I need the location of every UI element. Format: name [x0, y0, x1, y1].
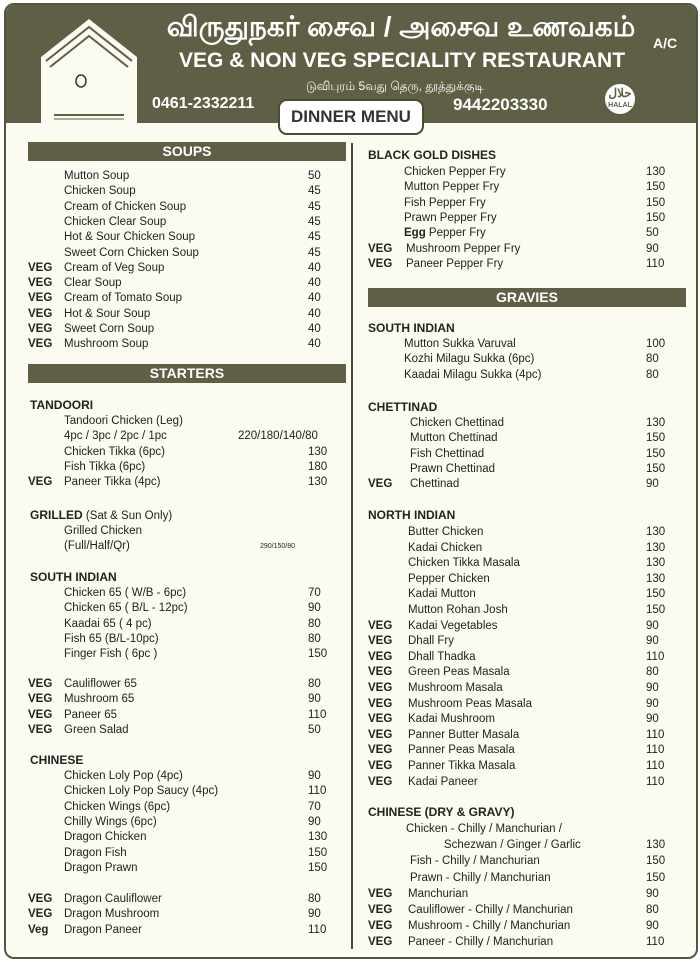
item-name: Fish - Chilly / Manchurian — [410, 855, 540, 868]
item-name: Chicken Loly Pop (4pc) — [64, 770, 183, 782]
menu-page — [4, 3, 698, 959]
veg-tag: VEG — [28, 261, 53, 274]
item-name: Mushroom Masala — [408, 682, 503, 694]
menu-item — [368, 838, 686, 853]
item-name: Dragon Fish — [64, 846, 127, 859]
menu-item — [28, 246, 338, 261]
item-price: 150 — [646, 588, 666, 601]
item-price: 80 — [646, 904, 659, 916]
menu-item — [368, 619, 686, 634]
menu-item — [28, 184, 338, 199]
ac-label: A/C — [653, 35, 678, 51]
veg-tag: VEG — [368, 650, 393, 663]
item-name: Cauliflower - Chilly / Manchurian — [408, 904, 573, 916]
halal-text: HALAL — [608, 102, 632, 109]
menu-item — [368, 650, 686, 665]
item-price: 80 — [308, 632, 321, 645]
starters-heading: STARTERS — [28, 364, 346, 383]
item-price: 45 — [308, 246, 321, 259]
veg-tag: VEG — [368, 760, 393, 772]
item-name: Sweet Corn Soup — [64, 323, 155, 335]
item-name: Dhall Fry — [408, 635, 455, 648]
menu-item — [368, 603, 686, 618]
veg-tag: Veg — [28, 923, 49, 936]
menu-item — [28, 475, 338, 490]
veg-tag: VEG — [28, 893, 53, 905]
veg-tag: VEG — [28, 323, 53, 335]
veg-tag: VEG — [368, 635, 393, 648]
item-name: 4pc / 3pc / 2pc / 1pc — [64, 430, 167, 443]
item-price: 80 — [646, 666, 659, 679]
item-price: 40 — [308, 277, 321, 290]
menu-item — [368, 165, 686, 180]
item-name: Hot & Sour Chicken Soup — [64, 231, 196, 244]
soups-heading: SOUPS — [28, 142, 346, 161]
veg-tag: VEG — [368, 887, 393, 900]
menu-item — [28, 677, 338, 692]
menu-item — [368, 587, 686, 602]
menu-item — [28, 784, 338, 799]
veg-tag: VEG — [28, 693, 53, 706]
black-gold-title — [368, 148, 496, 163]
item-price: 130 — [308, 476, 328, 489]
menu-item — [368, 759, 686, 774]
section-title-text: SOUTH INDIAN — [30, 570, 117, 584]
item-name: Sweet Corn Chicken Soup — [64, 246, 199, 259]
menu-item — [368, 903, 686, 918]
menu-item — [368, 556, 686, 571]
item-price: 150 — [308, 648, 328, 661]
item-price: 90 — [646, 697, 659, 710]
item-name: Schezwan / Ginger / Garlic — [444, 839, 581, 852]
item-name: (Full/Half/Qr) — [64, 540, 130, 553]
item-name: Pepper Chicken — [408, 572, 490, 585]
item-name: Panner Butter Masala — [408, 728, 520, 741]
item-price: 90 — [308, 602, 321, 615]
chinese-dry-gravy-title — [368, 805, 514, 820]
item-name: Cream of Chicken Soup — [64, 200, 187, 213]
menu-item — [368, 935, 686, 950]
item-name: Chicken Wings (6pc) — [64, 800, 171, 813]
menu-item — [28, 769, 338, 784]
item-name: Clear Soup — [64, 277, 122, 290]
menu-item — [28, 692, 338, 707]
grilled-title — [30, 508, 172, 524]
item-name: Kadai Chicken — [408, 541, 483, 554]
menu-item — [368, 572, 686, 587]
menu-item — [368, 196, 686, 211]
column-divider — [351, 143, 353, 949]
veg-tag: VEG — [28, 292, 53, 305]
item-price: 90 — [646, 635, 659, 648]
item-price: 180 — [308, 460, 328, 473]
item-name: Dragon Prawn — [64, 861, 138, 874]
item-price: 50 — [308, 170, 321, 182]
item-name: Mushroom 65 — [64, 693, 135, 706]
veg-tag: VEG — [368, 619, 393, 632]
item-price: 90 — [308, 770, 321, 782]
halal-badge-icon — [603, 82, 637, 116]
phone-mobile: 9442203330 — [453, 95, 548, 114]
item-price: 150 — [646, 447, 666, 460]
menu-item — [28, 617, 338, 632]
item-price: 130 — [308, 831, 328, 844]
item-name: Mushroom Soup — [64, 338, 149, 351]
item-name: Cauliflower 65 — [64, 678, 137, 690]
item-price: 110 — [646, 744, 665, 757]
item-price: 110 — [646, 936, 665, 949]
menu-item — [368, 368, 686, 383]
item-name: Mutton Soup — [64, 170, 130, 182]
restaurant-title: VEG & NON VEG SPECIALITY RESTAURANT — [178, 49, 626, 72]
menu-item — [368, 352, 686, 367]
menu-item — [368, 919, 686, 934]
item-name: Mutton Sukka Varuval — [404, 338, 516, 350]
menu-item — [368, 431, 686, 446]
address: டுவிபுரம் 5வது தெரு, தூத்துக்குடி — [306, 79, 485, 93]
menu-item — [28, 723, 338, 738]
section-title-text: CHINESE (DRY & GRAVY) — [368, 805, 515, 819]
section-title-text: GRILLED — [30, 508, 83, 522]
item-name: Mushroom Peas Masala — [408, 697, 532, 710]
menu-item — [28, 539, 338, 554]
item-name: Chicken Clear Soup — [64, 215, 167, 228]
menu-item — [28, 307, 338, 322]
item-name: Kozhi Milagu Sukka (6pc) — [404, 353, 535, 366]
menu-item — [368, 743, 686, 758]
menu-item — [368, 226, 686, 241]
item-price: 50 — [308, 723, 321, 736]
dinner-menu-label: DINNER MENU — [278, 99, 424, 135]
menu-item — [368, 416, 686, 431]
item-price: 80 — [308, 893, 321, 905]
item-price: 150 — [646, 211, 666, 224]
item-price: 80 — [308, 617, 321, 630]
item-name: Chicken Chettinad — [410, 417, 504, 429]
item-price: 90 — [646, 242, 659, 255]
veg-tag: VEG — [28, 708, 53, 721]
item-name: Mutton Pepper Fry — [404, 181, 500, 194]
item-price: 150 — [646, 181, 666, 194]
item-name: Prawn - Chilly / Manchurian — [410, 871, 551, 884]
item-name: Fish Pepper Fry — [404, 196, 486, 209]
item-price: 130 — [646, 541, 666, 554]
item-price: 110 — [646, 760, 665, 772]
item-price: 80 — [646, 368, 659, 381]
item-name: Panner Peas Masala — [408, 744, 515, 757]
veg-tag: VEG — [28, 908, 53, 921]
item-name: Chicken Pepper Fry — [404, 166, 506, 178]
menu-item — [28, 907, 338, 922]
veg-tag: VEG — [368, 697, 393, 710]
veg-tag: VEG — [368, 775, 393, 788]
menu-item — [28, 800, 338, 815]
section-title-text: CHETTINAD — [368, 400, 438, 414]
veg-tag: VEG — [368, 713, 393, 726]
menu-item — [368, 854, 686, 869]
menu-item — [28, 601, 338, 616]
item-price: 110 — [308, 923, 327, 936]
item-name: Mushroom Pepper Fry — [406, 242, 521, 255]
item-name: Fish 65 (B/L-10pc) — [64, 632, 159, 645]
house-logo-icon — [40, 17, 138, 123]
menu-item — [368, 211, 686, 226]
item-name: Paneer - Chilly / Manchurian — [408, 936, 554, 949]
item-price: 90 — [646, 682, 659, 694]
item-price: 45 — [308, 185, 321, 198]
item-price: 90 — [646, 713, 659, 726]
menu-item — [368, 525, 686, 540]
item-price: 220/180/140/80 — [238, 430, 318, 443]
item-price: 150 — [646, 855, 666, 868]
item-price: 130 — [646, 572, 666, 585]
item-price: 50 — [646, 227, 659, 240]
item-name: Egg Pepper Fry — [404, 227, 486, 240]
menu-item — [368, 634, 686, 649]
menu-item — [368, 775, 686, 790]
item-price: 45 — [308, 200, 321, 213]
veg-tag: VEG — [28, 277, 53, 290]
item-name: Green Salad — [64, 723, 129, 736]
veg-tag: VEG — [368, 744, 393, 757]
item-name: Dragon Chicken — [64, 831, 147, 844]
menu-item — [28, 291, 338, 306]
item-price: 40 — [308, 323, 321, 335]
item-price: 290/150/80 — [260, 543, 296, 551]
item-name: Manchurian — [408, 887, 469, 900]
veg-tag: VEG — [368, 666, 393, 679]
menu-item — [368, 887, 686, 902]
halal-arabic: حلال — [608, 86, 632, 100]
item-name: Chilly Wings (6pc) — [64, 815, 157, 828]
menu-item — [28, 861, 338, 876]
menu-item — [368, 822, 686, 837]
item-price: 90 — [308, 693, 321, 706]
item-name: Mutton Chettinad — [410, 432, 498, 445]
item-price: 130 — [646, 166, 666, 178]
item-name: Tandoori Chicken (Leg) — [64, 415, 183, 427]
menu-item — [28, 846, 338, 861]
item-name: Chicken Soup — [64, 185, 136, 198]
item-name: Dragon Cauliflower — [64, 893, 162, 905]
item-name: Mutton Rohan Josh — [408, 604, 508, 616]
item-name: Green Peas Masala — [408, 666, 510, 679]
menu-item — [368, 712, 686, 727]
chettinad-title — [368, 400, 437, 415]
item-name: Kadai Paneer — [408, 775, 478, 788]
menu-item — [368, 242, 686, 257]
menu-item — [368, 180, 686, 195]
item-price: 80 — [308, 678, 321, 690]
item-price: 130 — [308, 445, 328, 458]
item-price: 45 — [308, 231, 321, 244]
veg-tag: VEG — [368, 728, 393, 741]
item-price: 110 — [646, 257, 665, 270]
item-price: 100 — [646, 338, 666, 350]
item-price: 70 — [308, 800, 321, 813]
section-title-text: CHINESE — [30, 753, 84, 767]
item-price: 130 — [646, 557, 666, 570]
veg-tag: VEG — [28, 723, 53, 736]
menu-item — [28, 524, 338, 539]
item-name: Paneer Pepper Fry — [406, 257, 504, 270]
south-indian-title — [30, 570, 117, 585]
menu-item — [28, 276, 338, 291]
item-name: Dragon Mushroom — [64, 908, 160, 921]
item-name: Butter Chicken — [408, 526, 484, 538]
chinese-title — [30, 753, 83, 768]
menu-item — [28, 337, 338, 352]
menu-item — [368, 697, 686, 712]
item-price: 90 — [308, 815, 321, 828]
item-name: Kadai Mushroom — [408, 713, 495, 726]
menu-item — [28, 647, 338, 662]
item-name: Chettinad — [410, 478, 460, 491]
item-price: 90 — [308, 908, 321, 921]
item-name: Panner Tikka Masala — [408, 760, 516, 772]
item-name: Hot & Sour Soup — [64, 307, 151, 320]
menu-item — [368, 681, 686, 696]
veg-tag: VEG — [368, 242, 393, 255]
item-name: Chicken 65 ( B/L - 12pc) — [64, 602, 188, 615]
menu-item — [28, 414, 338, 429]
item-name: Grilled Chicken — [64, 525, 142, 537]
item-price: 40 — [308, 261, 321, 274]
north-indian-title — [368, 508, 455, 523]
menu-item — [28, 230, 338, 245]
item-name: Mushroom - Chilly / Manchurian — [408, 920, 571, 933]
item-name: Chicken - Chilly / Manchurian / — [406, 823, 562, 835]
item-name: Kaadai 65 ( 4 pc) — [64, 617, 152, 630]
item-price: 150 — [646, 462, 666, 475]
menu-item — [28, 445, 338, 460]
veg-tag: VEG — [28, 307, 53, 320]
item-price: 110 — [308, 785, 327, 798]
menu-item — [28, 200, 338, 215]
section-title-text: NORTH INDIAN — [368, 508, 456, 522]
item-price: 110 — [646, 728, 665, 741]
menu-item — [368, 541, 686, 556]
veg-tag: VEG — [368, 682, 393, 694]
menu-item — [28, 460, 338, 475]
section-title-text: TANDOORI — [30, 398, 94, 412]
item-price: 150 — [646, 871, 666, 884]
veg-tag: VEG — [368, 478, 393, 491]
menu-item — [368, 447, 686, 462]
item-name: Dragon Paneer — [64, 923, 142, 936]
item-price: 110 — [646, 650, 665, 663]
item-name: Finger Fish ( 6pc ) — [64, 648, 158, 661]
menu-item — [28, 429, 338, 444]
veg-tag: VEG — [368, 936, 393, 949]
menu-item — [368, 665, 686, 680]
item-name: Fish Chettinad — [410, 447, 485, 460]
item-name: Prawn Pepper Fry — [404, 211, 497, 224]
menu-item — [28, 923, 338, 938]
item-price: 90 — [646, 619, 659, 632]
item-name: Chicken Tikka Masala — [408, 557, 520, 570]
menu-item — [368, 462, 686, 477]
menu-item — [368, 477, 686, 492]
tandoori-title — [30, 398, 93, 413]
section-title-text: SOUTH INDIAN — [368, 321, 455, 335]
menu-item — [368, 728, 686, 743]
section-note: (Sat & Sun Only) — [82, 510, 173, 522]
item-name: Chicken Tikka (6pc) — [64, 445, 165, 458]
item-price: 40 — [308, 307, 321, 320]
menu-item — [368, 257, 686, 272]
menu-item — [28, 815, 338, 830]
item-name: Cream of Tomato Soup — [64, 292, 183, 305]
item-price: 150 — [646, 432, 666, 445]
item-price: 150 — [308, 861, 328, 874]
menu-item — [28, 322, 338, 337]
veg-tag: VEG — [28, 678, 53, 690]
item-name: Kadai Mutton — [408, 588, 476, 601]
menu-item — [368, 871, 686, 886]
menu-item — [28, 708, 338, 723]
veg-tag: VEG — [28, 476, 53, 489]
item-name: Prawn Chettinad — [410, 462, 496, 475]
item-price: 150 — [646, 196, 666, 209]
item-price: 40 — [308, 292, 321, 305]
item-name: Kadai Vegetables — [408, 619, 498, 632]
item-name: Paneer Tikka (4pc) — [64, 476, 161, 489]
section-title-text: BLACK GOLD DISHES — [368, 148, 497, 162]
item-price: 40 — [308, 338, 321, 351]
menu-item — [28, 586, 338, 601]
menu-item — [28, 169, 338, 184]
item-name: Chicken Loly Pop Saucy (4pc) — [64, 785, 219, 798]
item-price: 130 — [646, 839, 666, 852]
item-price: 150 — [308, 846, 328, 859]
menu-item — [28, 632, 338, 647]
item-price: 90 — [646, 887, 659, 900]
item-price: 150 — [646, 604, 666, 616]
item-name: Chicken 65 ( W/B - 6pc) — [64, 587, 187, 599]
item-price: 90 — [646, 920, 659, 933]
gravies-south-indian-title — [368, 321, 455, 336]
veg-tag: VEG — [368, 904, 393, 916]
item-price: 130 — [646, 526, 666, 538]
veg-tag: VEG — [368, 920, 393, 933]
item-price: 70 — [308, 587, 321, 599]
menu-item — [28, 892, 338, 907]
menu-item — [28, 215, 338, 230]
menu-item — [368, 337, 686, 352]
item-name: Fish Tikka (6pc) — [64, 460, 146, 473]
menu-item — [28, 830, 338, 845]
menu-item — [28, 261, 338, 276]
item-name-bold-prefix: Egg — [404, 227, 429, 240]
phone-landline: 0461-2332211 — [152, 95, 255, 112]
item-price: 130 — [646, 417, 666, 429]
item-name: Dhall Thadka — [408, 650, 476, 663]
veg-tag: VEG — [368, 257, 393, 270]
item-price: 45 — [308, 215, 321, 228]
item-price: 90 — [646, 478, 659, 491]
item-name: Kaadai Milagu Sukka (4pc) — [404, 368, 542, 381]
restaurant-tamil-name: விருதுநகர் சைவ / அசைவ உணவகம் — [166, 11, 636, 42]
veg-tag: VEG — [28, 338, 53, 351]
item-price: 80 — [646, 353, 659, 366]
gravies-heading: GRAVIES — [368, 288, 686, 307]
item-price: 110 — [308, 708, 327, 721]
item-name: Paneer 65 — [64, 708, 118, 721]
item-price: 110 — [646, 775, 665, 788]
item-name: Cream of Veg Soup — [64, 261, 165, 274]
